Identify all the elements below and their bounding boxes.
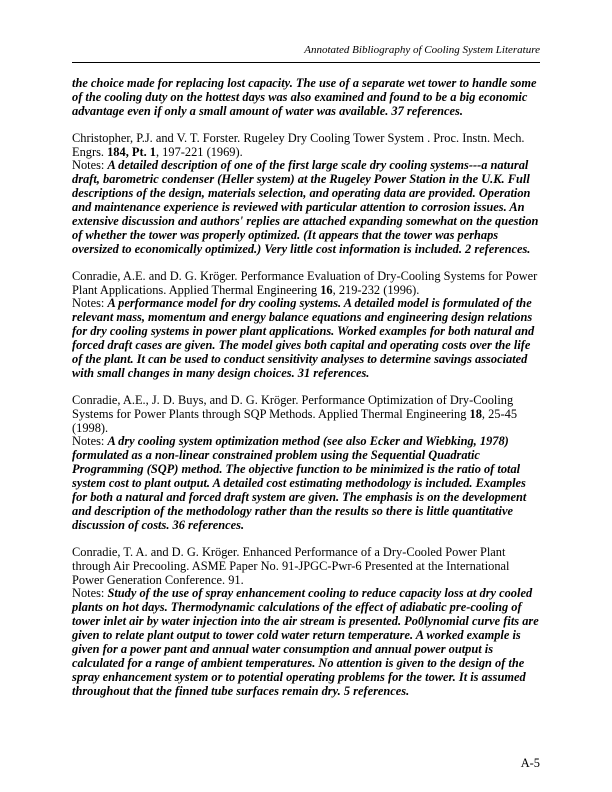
notes-label: Notes: — [72, 434, 108, 449]
notes-paragraph — [72, 435, 540, 532]
notes-paragraph — [72, 587, 540, 698]
notes-label: Notes: — [72, 296, 108, 311]
bibliography-entry — [72, 270, 540, 381]
citation — [72, 132, 540, 160]
bibliography-entry — [72, 394, 540, 533]
header-rule — [72, 62, 540, 63]
citation — [72, 270, 540, 298]
citation-text: Conradie, A.E., J. D. Buys, and D. G. Kröger. Performance Optimization of Dry-Cooling Systems for Power Plants through SQP Methods. Applied Thermal Engineering — [72, 392, 514, 421]
citation-text: Conradie, A.E. and D. G. Kröger. Performance Evaluation of Dry-Cooling Systems for Power Plant Applications. Applied Thermal Engineering — [72, 268, 538, 297]
notes-paragraph — [72, 159, 540, 256]
notes-paragraph — [72, 297, 540, 380]
citation-text: Christopher, P.J. and V. T. Forster. Rugeley Dry Cooling Tower System . Proc. Instn. Mech. Engrs. — [72, 130, 525, 159]
citation-text: , 197-221 (1969). — [155, 144, 243, 159]
citation-text: Conradie, T. A. and D. G. Kröger. Enhanced Performance of a Dry-Cooled Power Plant through Air Precooling. ASME Paper No. 91-JPGC-Pwr-6 Presented at the International Power Generation Conference. 91. — [72, 544, 510, 587]
notes-text: A performance model for dry cooling systems. A detailed model is formulated of the relevant mass, momentum and energy balance equations and engineering design relations for dry cooling systems in power plant applications. Worked examples for both natural and forced draft cases are given. The model gives both capital and operating costs over the life of the plant. It can be used to conduct sensitivity analyses to determine savings associated with small changes in many design choices. 31 references. — [72, 296, 535, 380]
running-head: Annotated Bibliography of Cooling System Literature — [304, 44, 540, 56]
citation-volume: 18 — [469, 406, 482, 421]
citation — [72, 394, 540, 436]
citation-text: , 25-45 (1998). — [72, 406, 518, 435]
continuation-paragraph: the choice made for replacing lost capacity. The use of a separate wet tower to handle some of the cooling duty on the hottest days was also examined and found to be a big economic advantage even if only a small amount of water was available. 37 references. — [72, 76, 537, 118]
notes-label: Notes: — [72, 158, 108, 173]
citation-text: , 219-232 (1996). — [332, 282, 420, 297]
page-header — [72, 40, 540, 63]
citation-volume: 184, Pt. 1 — [107, 144, 156, 159]
notes-text: Study of the use of spray enhancement cooling to reduce capacity loss at dry cooled plants on hot days. Thermodynamic calculations of the effect of adiabatic pre-cooling of tower inlet air by water injection into the air stream is presented. Po0lynomial curve fits are given to relate plant output to tower cold water return temperature. A worked example is given for a power pant and annual water consumption and annual power output is calculated for a range of ambient temperatures. No attention is given to the design of the spray enhancement system or to potential operating problems for the tower. It is assumed throughout that the finned tube surfaces remain dry. 5 references. — [72, 586, 539, 698]
notes-text: A dry cooling system optimization method (see also Ecker and Wiebking, 1978) formulated as a non-linear constrained problem using the Sequential Quadratic Programming (SQP) method. The objective function to be minimized is the ratio of total system cost to plant output. A detailed cost estimating methodology is included. Examples for both a natural and forced draft system are given. The emphasis is on the development and description of the methodology rather than the results so there is little quantitative discussion of costs. 36 references. — [72, 434, 527, 532]
page-number: A-5 — [520, 756, 540, 770]
citation-volume: 16 — [320, 282, 333, 297]
notes-label: Notes: — [72, 586, 108, 601]
bibliography-entry — [72, 546, 540, 699]
citation — [72, 546, 540, 588]
bibliography-entry — [72, 132, 540, 257]
bibliography-entries — [72, 132, 540, 699]
notes-text: A detailed description of one of the first large scale dry cooling systems---a natural draft, barometric condenser (Heller system) at the Rugeley Power Station in the U.K. Full descriptions of the design, materials selection, and operating data are provided. Operation and maintenance experience is reviewed with particular attention to corrosion issues. An extensive discussion and authors' replies are attached expanding somewhat on the question of whether the tower was properly optimized. (It appears that the tower was perhaps oversized to economically optimized.) Very little cost information is included. 2 references. — [72, 158, 539, 256]
